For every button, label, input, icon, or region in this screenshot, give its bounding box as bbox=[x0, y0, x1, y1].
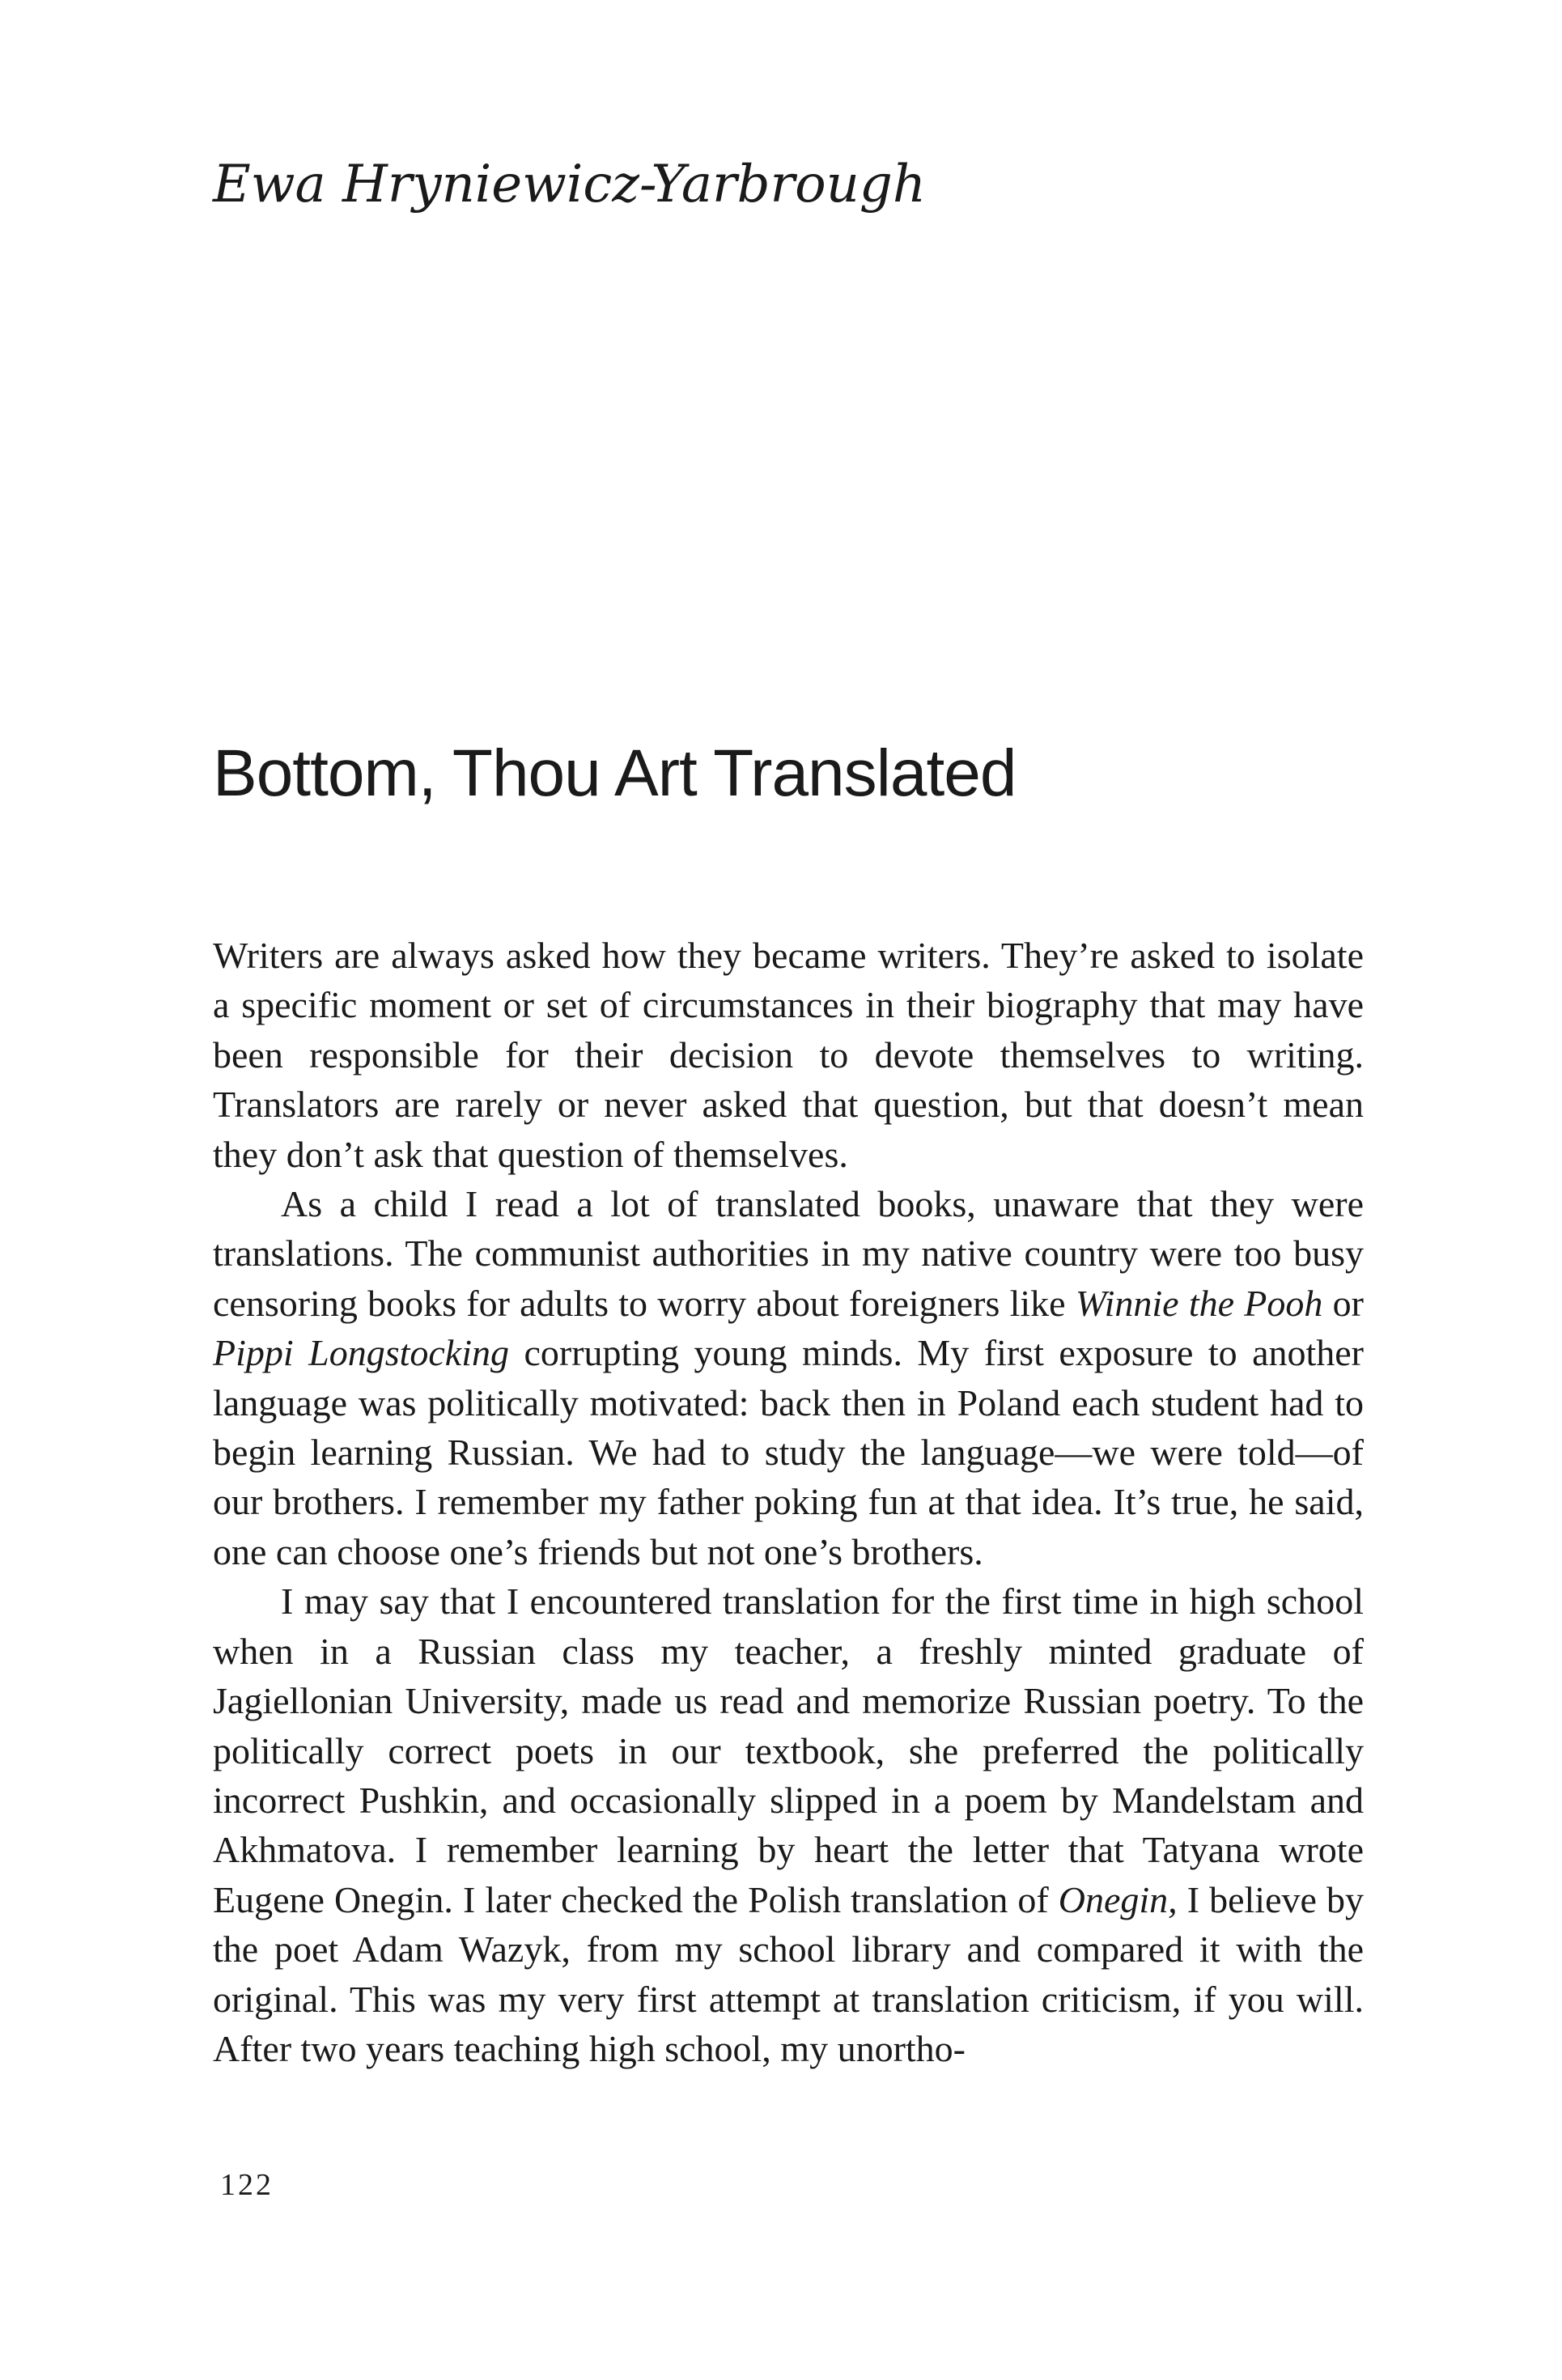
paragraph-2-text: corrupting young minds. My first exposure to another language was politically motivated: back then in Poland each student had to begin learning Russian. We had to study the language—we were told—of our brothers. I remember my father poking fun at that idea. It’s true, he said, one can choose one’s friends but not one’s brothers. bbox=[213, 1332, 1364, 1572]
page-number: 122 bbox=[220, 2168, 274, 2202]
book-title-winnie-the-pooh: Winnie the Pooh bbox=[1075, 1282, 1323, 1324]
paragraph-2 bbox=[213, 1179, 1364, 1576]
body-text bbox=[213, 931, 1364, 2073]
book-title-onegin: Onegin, bbox=[1058, 1878, 1178, 1920]
paragraph-2-text: or bbox=[1322, 1282, 1364, 1324]
paragraph-2-text: As a child I read a lot of translated books, unaware that they were translations. The communist authorities in my native country were too busy censoring books for adults to worry about foreigners like bbox=[213, 1183, 1364, 1324]
chapter-title: Bottom, Thou Art Translated bbox=[213, 736, 1017, 810]
paragraph-3-text: I may say that I encountered translation for the first time in high school when in a Russian class my teacher, a freshly minted graduate of Jagiellonian University, made us read and memorize Russian poetry. To the politically correct poets in our textbook, she preferred the politically incorrect Pushkin, and occasionally slipped in a poem by Mandelstam and Akhmatova. I remember learning by heart the letter that Tatyana wrote Eugene Onegin. I later checked the Polish translation of bbox=[213, 1580, 1364, 1920]
paragraph-3 bbox=[213, 1576, 1364, 2073]
running-head-author: Ewa Hryniewicz-Yarbrough bbox=[213, 155, 927, 214]
paragraph-1: Writers are always asked how they became writers. They’re asked to isolate a specific moment or set of circumstances in their biography that may have been responsible for their decision to devote themselves to writing. Translators are rarely or never asked that question, but that doesn’t mean they don’t ask that question of themselves. bbox=[213, 935, 1364, 1175]
paragraph-3-text: I believe by the poet Adam Wazyk, from my school library and compared it with the original. This was my very first attempt at translation criticism, if you will. After two years teaching high school, my unortho- bbox=[213, 1878, 1364, 2069]
book-title-pippi-longstocking: Pippi Longstocking bbox=[213, 1332, 509, 1374]
